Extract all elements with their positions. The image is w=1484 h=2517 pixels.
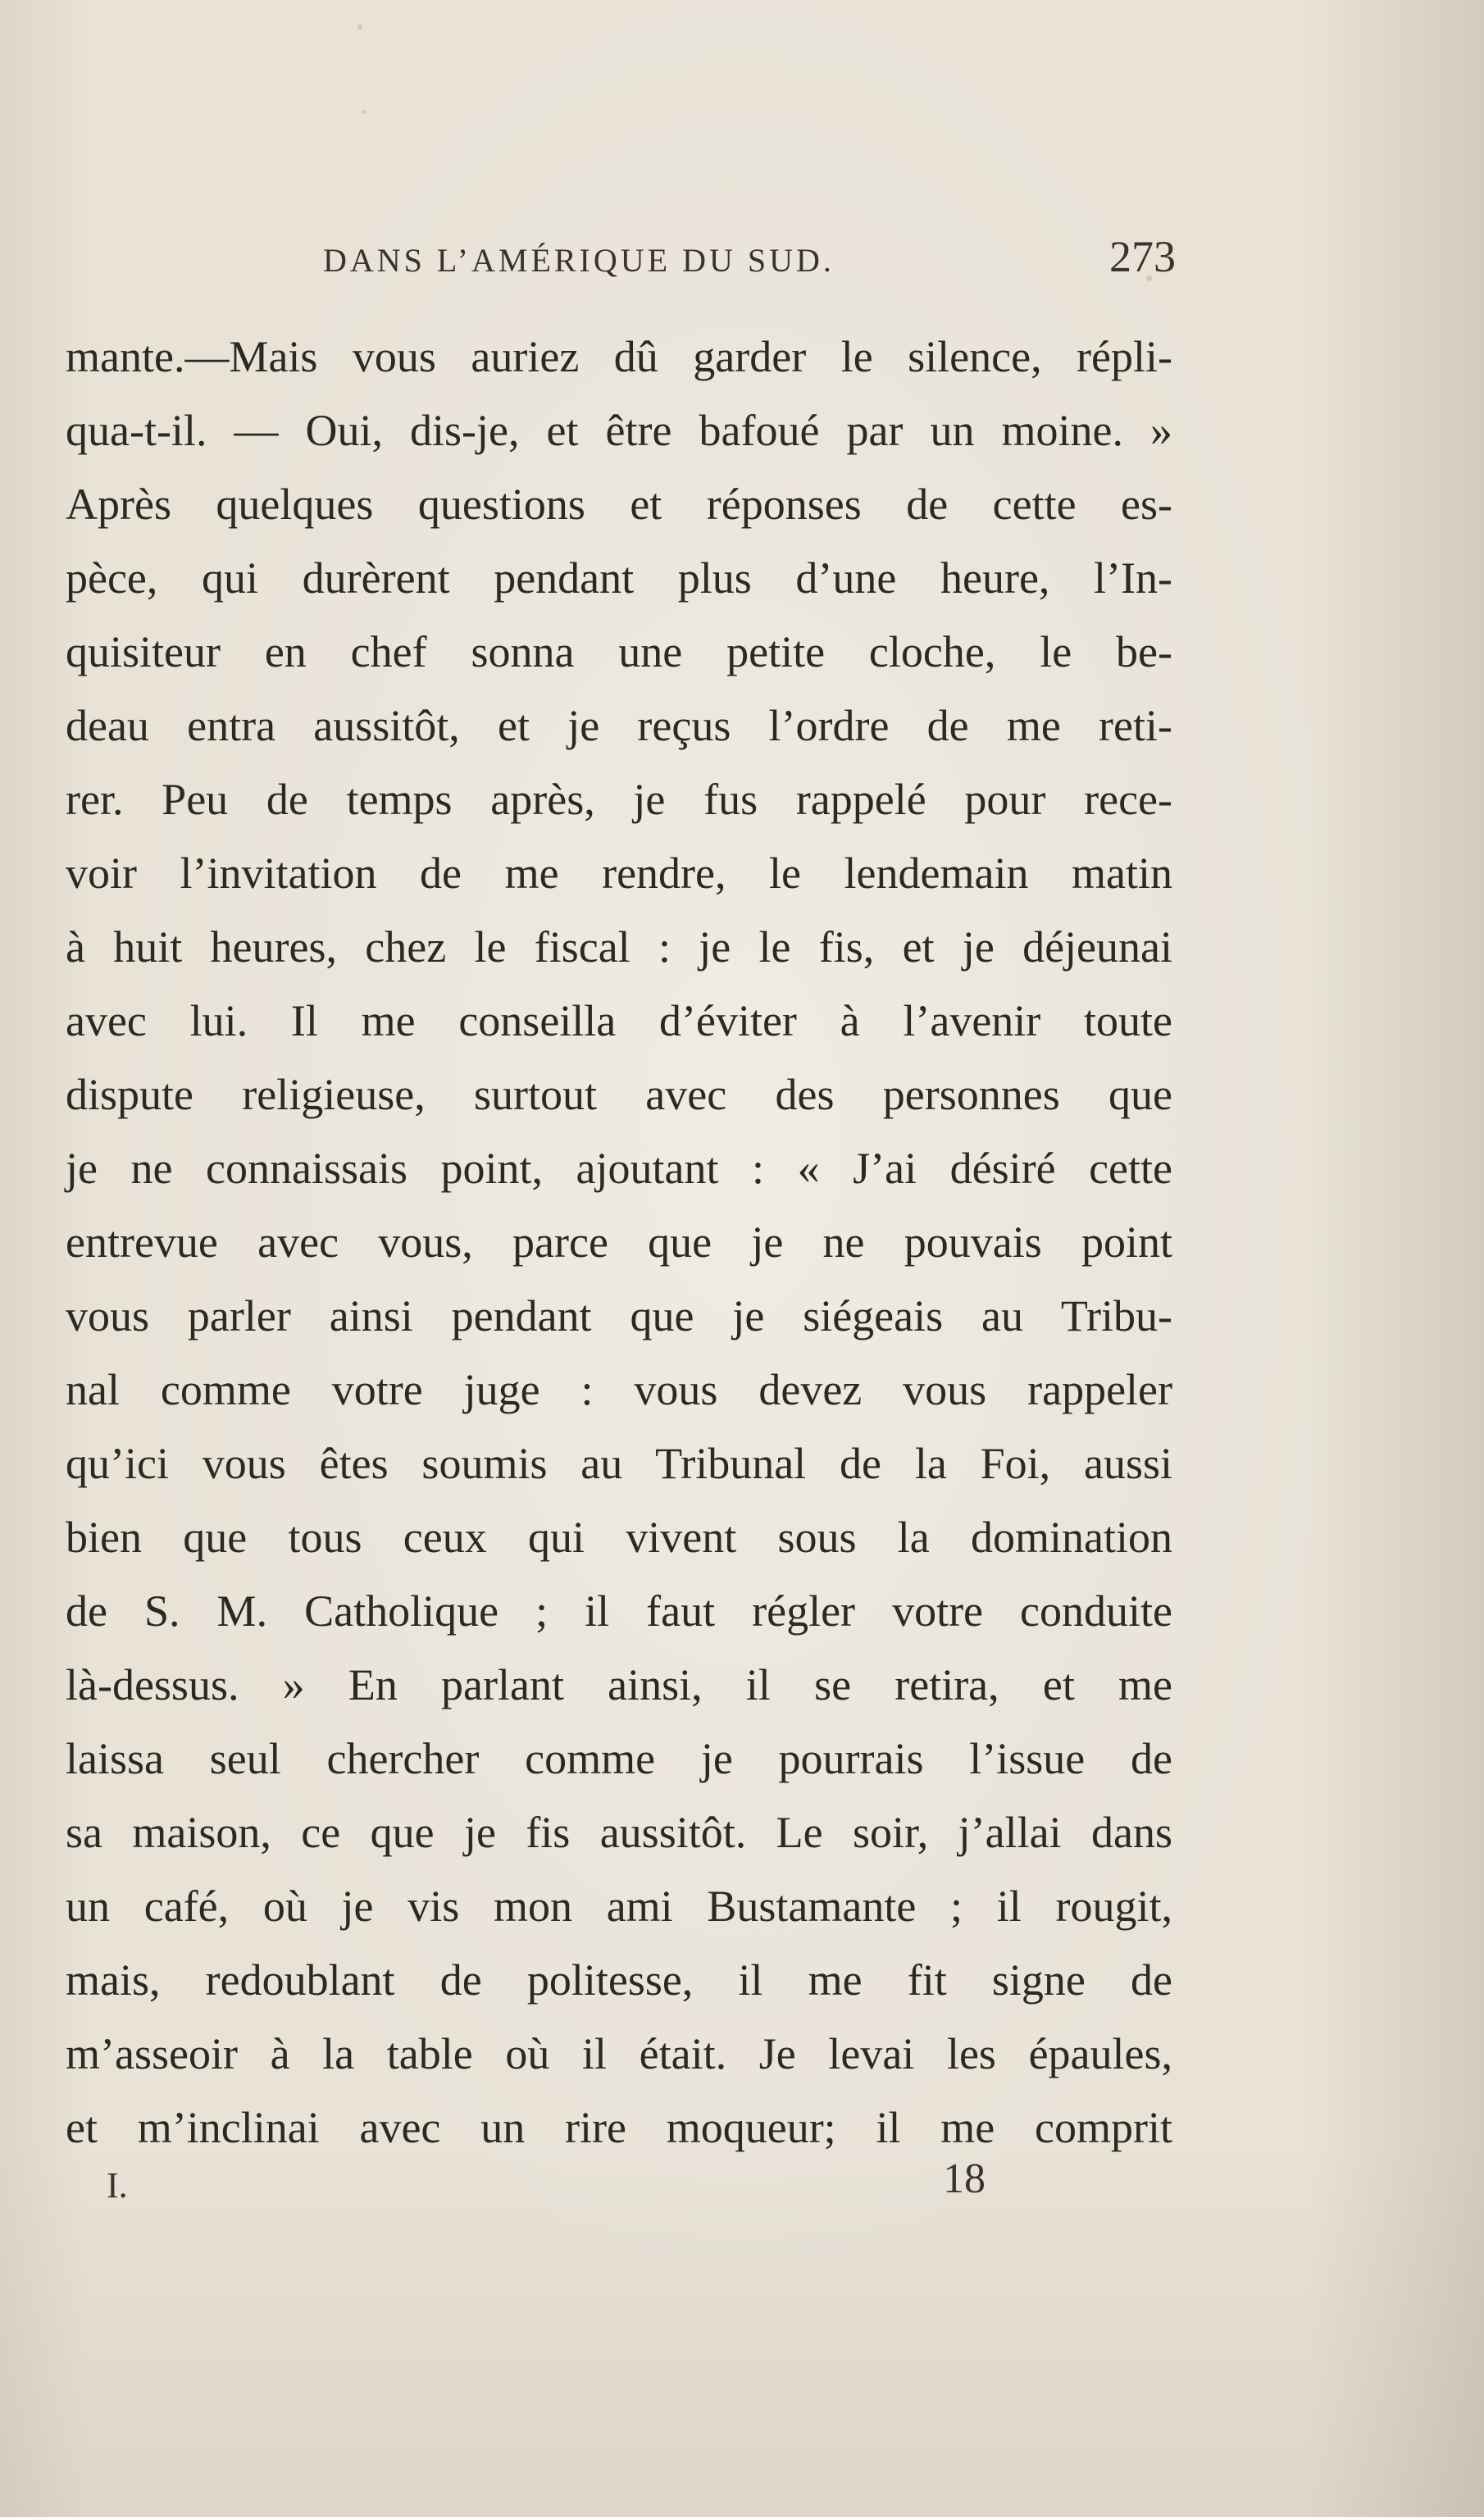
text-line: je ne connaissais point, ajoutant : « J’ai désiré cette — [66, 1144, 1172, 1193]
text-line: avec lui. Il me conseilla d’éviter à l’avenir toute — [66, 996, 1172, 1045]
text-line: voir l’invitation de me rendre, le lendemain matin — [66, 849, 1172, 898]
text-line: mais, redoublant de politesse, il me fit signe de — [66, 1955, 1172, 2005]
text-line: qua-t-il. — Oui, dis-je, et être bafoué par un moine. » — [66, 406, 1172, 455]
text-line: vous parler ainsi pendant que je siégeais au Tribu- — [66, 1291, 1172, 1340]
text-line: m’asseoir à la table où il était. Je levai les épaules, — [66, 2029, 1172, 2078]
text-line: bien que tous ceux qui vivent sous la domination — [66, 1513, 1172, 1562]
text-line: entrevue avec vous, parce que je ne pouvais point — [66, 1218, 1172, 1267]
text-line: rer. Peu de temps après, je fus rappelé pour rece- — [66, 775, 1172, 824]
text-line: Après quelques questions et réponses de cette es- — [66, 480, 1172, 529]
text-line: laissa seul chercher comme je pourrais l’issue de — [66, 1734, 1172, 1783]
text-line: deau entra aussitôt, et je reçus l’ordre de me reti- — [66, 701, 1172, 750]
text-line: et m’inclinai avec un rire moqueur; il me comprit — [66, 2103, 1172, 2152]
body-text — [66, 320, 1172, 2164]
signature-mark: I. — [107, 2165, 128, 2205]
text-line: qu’ici vous êtes soumis au Tribunal de la Foi, aussi — [66, 1439, 1172, 1488]
text-line: sa maison, ce que je fis aussitôt. Le soir, j’allai dans — [66, 1808, 1172, 1857]
text-line: de S. M. Catholique ; il faut régler votre conduite — [66, 1586, 1172, 1636]
paper-foxing-spot — [362, 110, 366, 114]
text-line: pèce, qui durèrent pendant plus d’une heure, l’In- — [66, 553, 1172, 603]
text-line: un café, où je vis mon ami Bustamante ; il rougit, — [66, 1882, 1172, 1931]
sheet-number: 18 — [943, 2155, 986, 2202]
paper-foxing-spot — [357, 25, 362, 30]
text-line: à huit heures, chez le fiscal : je le fis, et je déjeunai — [66, 922, 1172, 972]
text-line: dispute religieuse, surtout avec des personnes que — [66, 1070, 1172, 1119]
running-head: DANS L’AMÉRIQUE DU SUD. — [323, 242, 835, 279]
page-number: 273 — [1109, 232, 1176, 281]
text-line: nal comme votre juge : vous devez vous rappeler — [66, 1365, 1172, 1414]
text-line: quisiteur en chef sonna une petite cloche, le be- — [66, 627, 1172, 676]
text-line: mante.—Mais vous auriez dû garder le silence, répli- — [66, 332, 1172, 381]
text-line: là-dessus. » En parlant ainsi, il se retira, et me — [66, 1660, 1172, 1709]
